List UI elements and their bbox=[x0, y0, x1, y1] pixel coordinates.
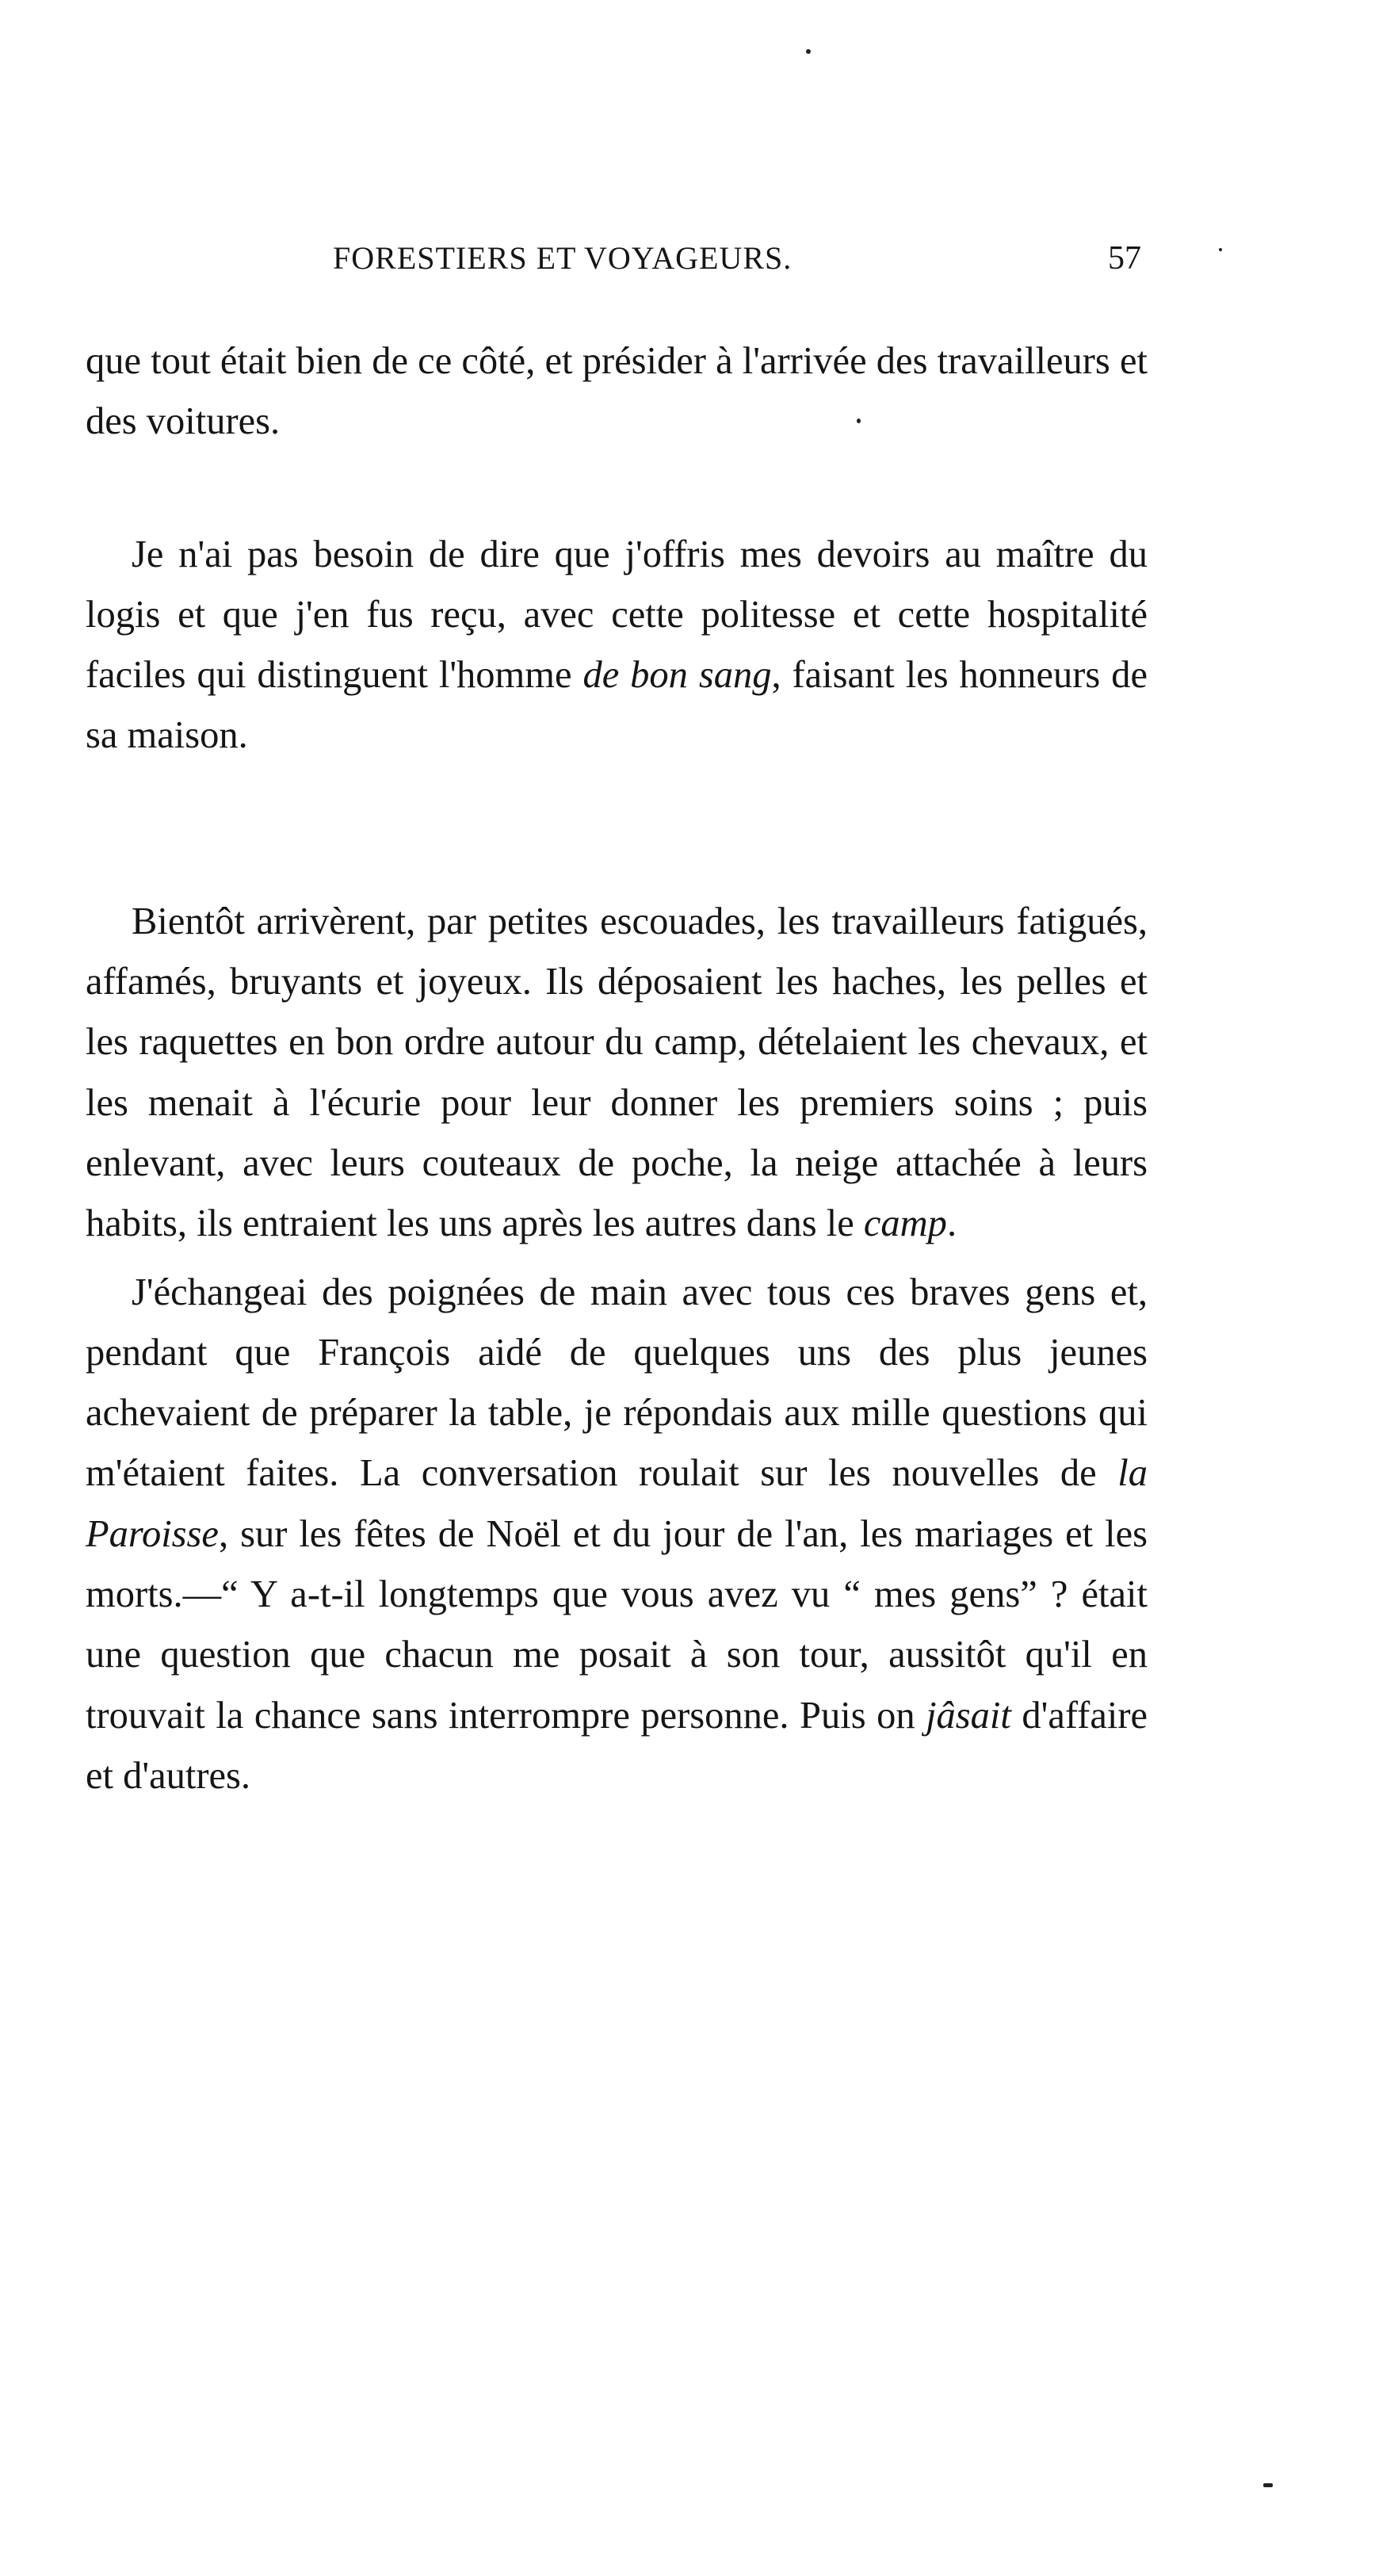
paragraph-text: d'affaire et d'autres. bbox=[86, 1694, 1148, 1797]
paragraph bbox=[86, 1263, 1148, 1807]
italic-phrase: de bon sang bbox=[582, 654, 772, 697]
italic-phrase: jâsait bbox=[926, 1694, 1011, 1737]
paragraph-continuation bbox=[86, 331, 1148, 453]
paragraph-text: Bientôt arrivèrent, par petites escouades, les travailleurs fatigués, affamés, bruyants et joyeux. Ils déposaient les haches, les pelles et les raquettes en bon ordre autour du camp, dételaient les chevaux, et les menait à l'écurie pour leur donner les premiers soins ; puis enlevant, avec leurs couteaux de poche, la neige attachée à leurs habits, ils entraient les uns après les autres dans le bbox=[86, 900, 1148, 1245]
paragraph-text: . bbox=[946, 1202, 957, 1245]
paragraph-text: J'échangeai des poignées de main avec tous ces braves gens et, pendant que François aidé de quelques uns des plus jeunes achevaient de préparer la table, je répondais aux mille questions qui m'étaient faites. La conversation roulait sur les nouvelles de bbox=[86, 1271, 1148, 1495]
scan-speck bbox=[857, 419, 861, 423]
paragraph-text: Je n'ai pas besoin de dire que j'offris mes devoirs au maître du logis et que j'en fus reçu, avec cette politesse et cette hospitalité faciles qui distinguent l'homme bbox=[86, 533, 1148, 697]
paragraph bbox=[86, 892, 1148, 1255]
body-text bbox=[86, 331, 1148, 1806]
italic-phrase: camp bbox=[863, 1202, 947, 1245]
scan-speck bbox=[1263, 2483, 1273, 2487]
running-title: FORESTIERS ET VOYAGEURS. bbox=[333, 240, 793, 276]
paragraph-text: , faisant les honneurs de sa maison. bbox=[86, 654, 1148, 757]
scan-speck bbox=[806, 49, 811, 54]
paragraph-text: , sur les fêtes de Noël et du jour de l'an, les mariages et les morts.—“ Y a-t-il longtemps que vous avez vu “ mes gens” ? était une question que chacun me posait à son tour, aussitôt qu'il en trouvait la chance sans interrompre personne. Puis on bbox=[86, 1512, 1148, 1737]
paragraph bbox=[86, 525, 1148, 766]
paragraph-text: que tout était bien de ce côté, et présider à l'arrivée des travailleurs et des voitures. bbox=[86, 340, 1148, 443]
page-number: 57 bbox=[1108, 240, 1141, 277]
running-header bbox=[333, 235, 1141, 282]
italic-phrase: la Paroisse bbox=[86, 1452, 1148, 1555]
scan-speck bbox=[1219, 248, 1222, 251]
